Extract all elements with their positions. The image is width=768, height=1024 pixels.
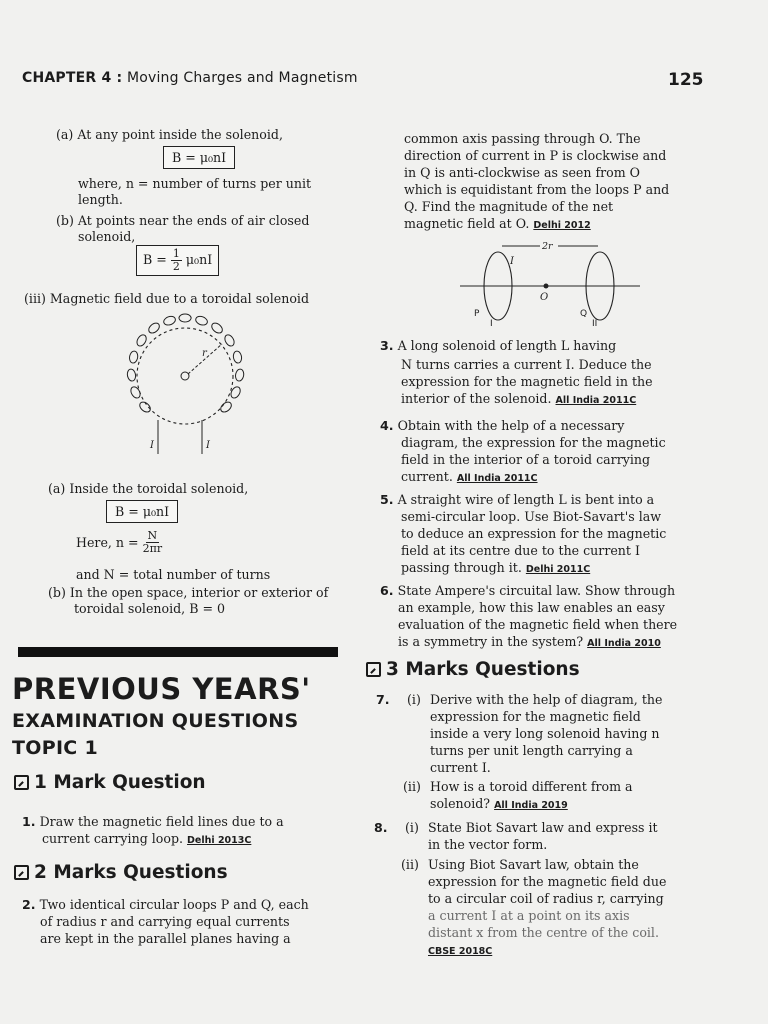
topic-title: TOPIC 1 bbox=[12, 737, 98, 759]
q5-number: 5. bbox=[380, 492, 394, 507]
question-4-body bbox=[401, 434, 666, 487]
q2-cont-line-6: magnetic field at O. bbox=[404, 216, 530, 231]
total-turns-line: and N = total number of turns bbox=[76, 567, 271, 582]
q3-source-tag: All India 2011C bbox=[555, 395, 637, 406]
formula-box-1 bbox=[163, 146, 235, 169]
q2-line-2: of radius r and carrying equal currents bbox=[40, 914, 290, 929]
formula-box-2 bbox=[136, 245, 219, 276]
q8-line-7: distant x from the centre of the coil. bbox=[428, 925, 659, 940]
q6-line-1: State Ampere's circuital law. Show through bbox=[397, 583, 676, 598]
q4-source-tag: All India 2011C bbox=[456, 473, 538, 484]
q7-line-7: solenoid? bbox=[430, 796, 491, 811]
q8-number: 8. bbox=[374, 820, 388, 835]
where-line-1: where, n = number of turns per unit bbox=[78, 176, 312, 191]
q8-part-ii-label: (ii) bbox=[401, 857, 419, 872]
point-a-inside-solenoid: (a) At any point inside the solenoid, bbox=[56, 127, 283, 142]
q3-line-4: interior of the solenoid. bbox=[401, 391, 552, 406]
q8-source-tag: CBSE 2018C bbox=[428, 946, 493, 957]
q8-line-5: to a circular coil of radius r, carrying bbox=[428, 891, 664, 906]
question-6 bbox=[380, 582, 675, 599]
toroid-diagram bbox=[110, 308, 260, 458]
where-line-2: length. bbox=[78, 192, 123, 207]
question-8 bbox=[374, 819, 388, 836]
q5-line-2: semi-circular loop. Use Biot-Savart's law bbox=[401, 509, 662, 524]
q3-line-3: expression for the magnetic field in the bbox=[401, 374, 653, 389]
q4-line-4: current. bbox=[401, 469, 453, 484]
q1-line-2: current carrying loop. bbox=[42, 831, 184, 846]
point-o bbox=[544, 284, 549, 289]
q6-source-tag: All India 2010 bbox=[587, 638, 661, 649]
q2-cont-line-2: direction of current in P is clockwise and bbox=[404, 148, 667, 163]
point-b-line-2: solenoid, bbox=[78, 229, 136, 244]
q1-number: 1. bbox=[22, 814, 36, 829]
checkbox-icon bbox=[14, 865, 29, 880]
q8-part-ii bbox=[428, 856, 666, 960]
q7-line-5: current I. bbox=[430, 760, 491, 775]
q6-line-3: evaluation of the magnetic field when there bbox=[398, 617, 678, 632]
page-number: 125 bbox=[668, 70, 704, 90]
q4-line-1: Obtain with the help of a necessary bbox=[397, 418, 625, 433]
one-mark-heading bbox=[14, 772, 206, 793]
q5-line-4: field at its centre due to the current I bbox=[401, 543, 640, 558]
q7-line-1: Derive with the help of diagram, the bbox=[430, 692, 663, 707]
distance-label: 2r bbox=[542, 241, 553, 252]
toroid-heading: (iii) Magnetic field due to a toroidal solenoid bbox=[24, 291, 310, 306]
question-5 bbox=[380, 491, 654, 508]
f2-suffix: μ₀nI bbox=[185, 252, 213, 267]
checkbox-icon bbox=[14, 775, 29, 790]
question-6-body bbox=[398, 599, 677, 652]
q7-part-ii-label: (ii) bbox=[403, 779, 421, 794]
q8-line-1: State Biot Savart law and express it bbox=[428, 820, 658, 835]
open-space-line-1: (b) In the open space, interior or exterior of bbox=[48, 585, 329, 600]
q7-part-ii bbox=[430, 778, 633, 814]
q4-line-2: diagram, the expression for the magnetic bbox=[401, 435, 666, 450]
current-label-right: I bbox=[206, 440, 210, 451]
point-b-line-1: (b) At points near the ends of air closed bbox=[56, 213, 310, 228]
checkbox-icon bbox=[366, 662, 381, 677]
question-4 bbox=[380, 417, 624, 434]
q1-source-tag: Delhi 2013C bbox=[187, 835, 252, 846]
f2-prefix: B = bbox=[143, 252, 167, 267]
q5-line-3: to deduce an expression for the magnetic bbox=[401, 526, 667, 541]
q7-source-tag: All India 2019 bbox=[494, 800, 568, 811]
q3-number: 3. bbox=[380, 338, 394, 353]
q6-number: 6. bbox=[380, 583, 394, 598]
q5-line-1: A straight wire of length L is bent into a bbox=[397, 492, 655, 507]
toroid-core bbox=[137, 328, 233, 424]
q4-number: 4. bbox=[380, 418, 394, 433]
here-n-line bbox=[76, 530, 162, 555]
three-marks-label: 3 Marks Questions bbox=[386, 659, 580, 680]
q4-line-3: field in the interior of a toroid carrying bbox=[401, 452, 651, 467]
one-mark-label: 1 Mark Question bbox=[34, 772, 206, 793]
label-o: O bbox=[540, 292, 549, 303]
q5-source-tag: Delhi 2011C bbox=[525, 564, 591, 575]
question-5-body bbox=[401, 508, 666, 578]
previous-years-title: PREVIOUS YEARS' bbox=[12, 672, 311, 706]
chapter-header bbox=[22, 70, 358, 86]
q2-cont-line-5: Q. Find the magnitude of the net bbox=[404, 199, 614, 214]
label-loop-two: II bbox=[592, 319, 598, 329]
chapter-title: Moving Charges and Magnetism bbox=[126, 70, 358, 86]
two-marks-label: 2 Marks Questions bbox=[34, 862, 228, 883]
q3-line-2: N turns carries a current I. Deduce the bbox=[401, 357, 652, 372]
question-2 bbox=[22, 896, 309, 947]
q1-line-1: Draw the magnetic field lines due to a bbox=[39, 814, 284, 829]
toroid-inside-line: (a) Inside the toroidal solenoid, bbox=[48, 481, 249, 496]
chapter-label: CHAPTER 4 : bbox=[22, 70, 123, 86]
formula-solenoid-ends bbox=[136, 245, 219, 276]
q6-line-2: an example, how this law enables an easy bbox=[398, 600, 665, 615]
formula-toroid-inside: B = μ₀nI bbox=[106, 500, 178, 523]
section-divider-bar bbox=[18, 647, 338, 657]
formula-solenoid-inside: B = μ₀nI bbox=[163, 146, 235, 169]
question-3 bbox=[380, 337, 616, 354]
q2-line-1: Two identical circular loops P and Q, each bbox=[39, 897, 309, 912]
q7-part-i-label: (i) bbox=[407, 692, 421, 707]
label-loop-one: I bbox=[490, 319, 493, 329]
label-q: Q bbox=[580, 309, 588, 319]
formula-box-3 bbox=[106, 500, 178, 523]
q2-cont-line-4: which is equidistant from the loops P and bbox=[404, 182, 670, 197]
q8-line-3: Using Biot Savart law, obtain the bbox=[428, 857, 639, 872]
q2-cont-line-3: in Q is anti-clockwise as seen from O bbox=[404, 165, 640, 180]
q2-source-tag: Delhi 2012 bbox=[533, 220, 591, 231]
two-loops-diagram bbox=[440, 236, 650, 332]
q8-part-i bbox=[428, 819, 658, 853]
frac-den: 2 bbox=[172, 260, 180, 273]
question-3-body bbox=[401, 356, 653, 409]
two-marks-heading bbox=[14, 862, 228, 883]
q8-line-4: expression for the magnetic field due bbox=[428, 874, 667, 889]
q2-continued bbox=[404, 130, 669, 234]
q8-line-6: a current I at a point on its axis bbox=[428, 908, 630, 923]
fraction-n bbox=[143, 530, 163, 555]
q2-line-3: are kept in the parallel planes having a bbox=[40, 931, 291, 946]
here-prefix: Here, n = bbox=[76, 535, 139, 550]
question-1 bbox=[22, 813, 284, 849]
radius-label: r bbox=[202, 348, 207, 359]
toroid-windings bbox=[127, 314, 243, 412]
label-current: I bbox=[510, 256, 514, 267]
q6-line-4: is a symmetry in the system? bbox=[398, 634, 584, 649]
fraction-half bbox=[171, 248, 182, 273]
open-space-line-2: toroidal solenoid, B = 0 bbox=[74, 601, 226, 616]
frac-num: 1 bbox=[172, 247, 180, 260]
q7-line-6: How is a toroid different from a bbox=[430, 779, 633, 794]
q7-line-4: turns per unit length carrying a bbox=[430, 743, 633, 758]
q5-line-5: passing through it. bbox=[401, 560, 522, 575]
q7-number: 7. bbox=[376, 692, 390, 707]
q8-line-2: in the vector form. bbox=[428, 837, 548, 852]
frac-n-den: 2πr bbox=[142, 542, 163, 555]
current-label-left: I bbox=[150, 440, 154, 451]
q7-part-i bbox=[430, 691, 662, 776]
q3-line-1: A long solenoid of length L having bbox=[397, 338, 617, 353]
q8-part-i-label: (i) bbox=[405, 820, 419, 835]
exam-questions-title: EXAMINATION QUESTIONS bbox=[12, 710, 299, 732]
q2-cont-line-1: common axis passing through O. The bbox=[404, 131, 641, 146]
three-marks-heading bbox=[366, 659, 580, 680]
label-p: P bbox=[474, 309, 480, 319]
frac-n-num: N bbox=[147, 529, 158, 542]
q7-line-2: expression for the magnetic field bbox=[430, 709, 641, 724]
q7-line-3: inside a very long solenoid having n bbox=[430, 726, 660, 741]
toroid-centre bbox=[181, 372, 189, 380]
q2-number: 2. bbox=[22, 897, 36, 912]
question-7 bbox=[376, 691, 390, 708]
